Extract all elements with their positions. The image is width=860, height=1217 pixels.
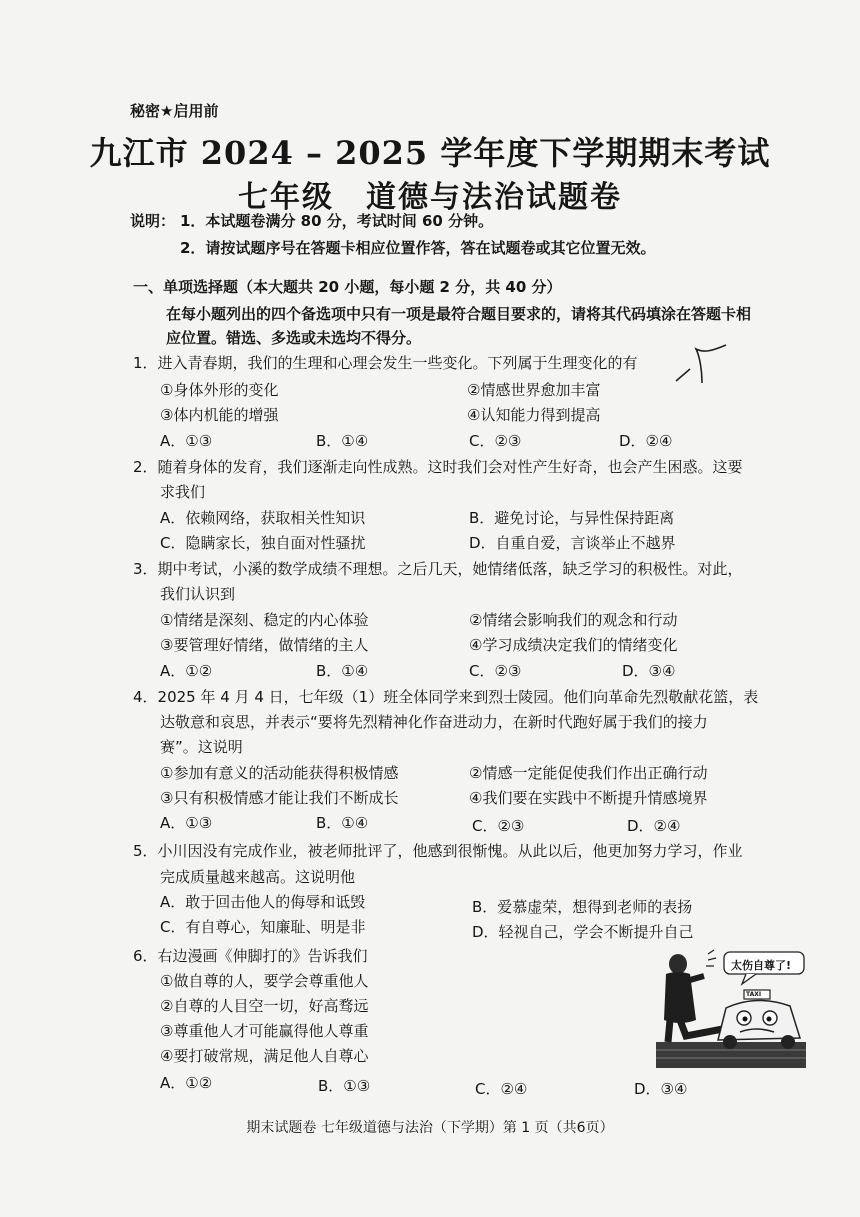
q4-statement-2: ②情感一定能促使我们作出正确行动: [469, 764, 708, 782]
q6-stem: 6．右边漫画《伸脚打的》告诉我们: [133, 947, 368, 965]
notes-label: 说明：: [130, 212, 176, 230]
q4-statement-3: ③只有积极情感才能让我们不断成长: [160, 789, 399, 807]
q1-option-c: C．②③: [469, 432, 522, 450]
note-2: 2．请按试题序号在答题卡相应位置作答，答在试题卷或其它位置无效。: [180, 239, 656, 257]
q2-option-a: A．依赖网络，获取相关性知识: [160, 509, 366, 527]
q4-statement-1: ①参加有意义的活动能获得积极情感: [160, 764, 399, 782]
q6-option-a: A．①②: [160, 1074, 213, 1092]
q5-stem-line-1: 5．小川因没有完成作业，被老师批评了，他感到很惭愧。从此以后，他更加努力学习，作业: [133, 842, 743, 860]
q4-option-b: B．①④: [316, 814, 369, 832]
q5-option-c: C．有自尊心，知廉耻、明是非: [160, 918, 366, 936]
q3-option-b: B．①④: [316, 662, 369, 680]
q1-statement-3: ③体内机能的增强: [160, 406, 279, 424]
q2-option-d: D．自重自爱，言谈举止不越界: [469, 534, 676, 552]
q1-option-a: A．①③: [160, 432, 213, 450]
note-1: 1．本试题卷满分 80 分，考试时间 60 分钟。: [180, 212, 494, 230]
q6-statement-1: ①做自尊的人，要学会尊重他人: [160, 972, 369, 990]
cartoon-speech-bubble-text: 太伤自尊了!: [731, 959, 792, 972]
q5-option-d: D．轻视自己，学会不断提升自己: [472, 923, 694, 941]
q4-statement-4: ④我们要在实践中不断提升情感境界: [469, 789, 708, 807]
section-title: 一、单项选择题（本大题共 20 小题，每小题 2 分，共 40 分）: [133, 278, 562, 296]
q1-statement-2: ②情感世界愈加丰富: [467, 381, 601, 399]
q3-stem-line-1: 3．期中考试，小溪的数学成绩不理想。之后几天，她情绪低落，缺乏学习的积极性。对此，: [133, 560, 743, 578]
q4-option-a: A．①③: [160, 814, 213, 832]
q1-option-b: B．①④: [316, 432, 369, 450]
section-instruction-2: 应位置。错选、多选或未选均不得分。: [166, 329, 422, 347]
q2-option-b: B．避免讨论，与异性保持距离: [469, 509, 675, 527]
q1-option-d: D．②④: [619, 432, 673, 450]
q3-option-c: C．②③: [469, 662, 522, 680]
q4-option-c: C．②③: [472, 817, 525, 835]
q1-statement-1: ①身体外形的变化: [160, 381, 279, 399]
q4-option-d: D．②④: [627, 817, 681, 835]
cartoon-taxi-sign: TAXI: [746, 991, 762, 998]
q1-statement-4: ④认知能力得到提高: [467, 406, 601, 424]
q3-statement-2: ②情绪会影响我们的观念和行动: [469, 611, 678, 629]
exam-title: 九江市 2024 – 2025 学年度下学期期末考试: [89, 134, 771, 172]
q6-option-d: D．③④: [634, 1080, 688, 1098]
q5-stem-line-2: 完成质量越来越高。这说明他: [160, 868, 356, 886]
q4-stem-line-2: 达敬意和哀思，并表示“要将先烈精神化作奋进动力，在新时代跑好属于我们的接力: [160, 713, 708, 731]
q3-option-d: D．③④: [622, 662, 676, 680]
section-instruction-1: 在每小题列出的四个备选项中只有一项是最符合题目要求的，请将其代码填涂在答题卡相: [166, 305, 752, 323]
q4-stem-line-3: 赛”。这说明: [160, 738, 243, 756]
q5-option-a: A．敢于回击他人的侮辱和诋毁: [160, 893, 366, 911]
q6-statement-3: ③尊重他人才可能赢得他人尊重: [160, 1022, 369, 1040]
handwritten-check-mark: [672, 343, 732, 387]
q6-statement-4: ④要打破常规，满足他人自尊心: [160, 1047, 369, 1065]
q2-stem-line-2: 求我们: [160, 483, 206, 501]
q6-option-c: C．②④: [475, 1080, 528, 1098]
q6-option-b: B．①③: [318, 1077, 371, 1095]
q1-stem: 1．进入青春期，我们的生理和心理会发生一些变化。下列属于生理变化的有: [133, 354, 638, 372]
q3-option-a: A．①②: [160, 662, 213, 680]
q3-stem-line-2: 我们认识到: [160, 585, 236, 603]
q6-statement-2: ②自尊的人目空一切，好高骛远: [160, 997, 369, 1015]
q2-stem-line-1: 2．随着身体的发育，我们逐渐走向性成熟。这时我们会对性产生好奇，也会产生困惑。这要: [133, 458, 743, 476]
q3-statement-3: ③要管理好情绪，做情绪的主人: [160, 636, 369, 654]
q5-option-b: B．爱慕虚荣，想得到老师的表扬: [472, 898, 693, 916]
q3-statement-1: ①情绪是深刻、稳定的内心体验: [160, 611, 369, 629]
exam-subtitle: 七年级 道德与法治试题卷: [238, 180, 622, 215]
page-footer: 期末试题卷 七年级道德与法治（下学期）第 1 页（共6页）: [246, 1120, 614, 1136]
secret-label: 秘密★启用前: [130, 102, 219, 120]
q4-stem-line-1: 4．2025 年 4 月 4 日，七年级（1）班全体同学来到烈士陵园。他们向革命先烈敬献花篮，表: [133, 688, 759, 706]
q3-statement-4: ④学习成绩决定我们的情绪变化: [469, 636, 678, 654]
q2-option-c: C．隐瞒家长，独自面对性骚扰: [160, 534, 366, 552]
